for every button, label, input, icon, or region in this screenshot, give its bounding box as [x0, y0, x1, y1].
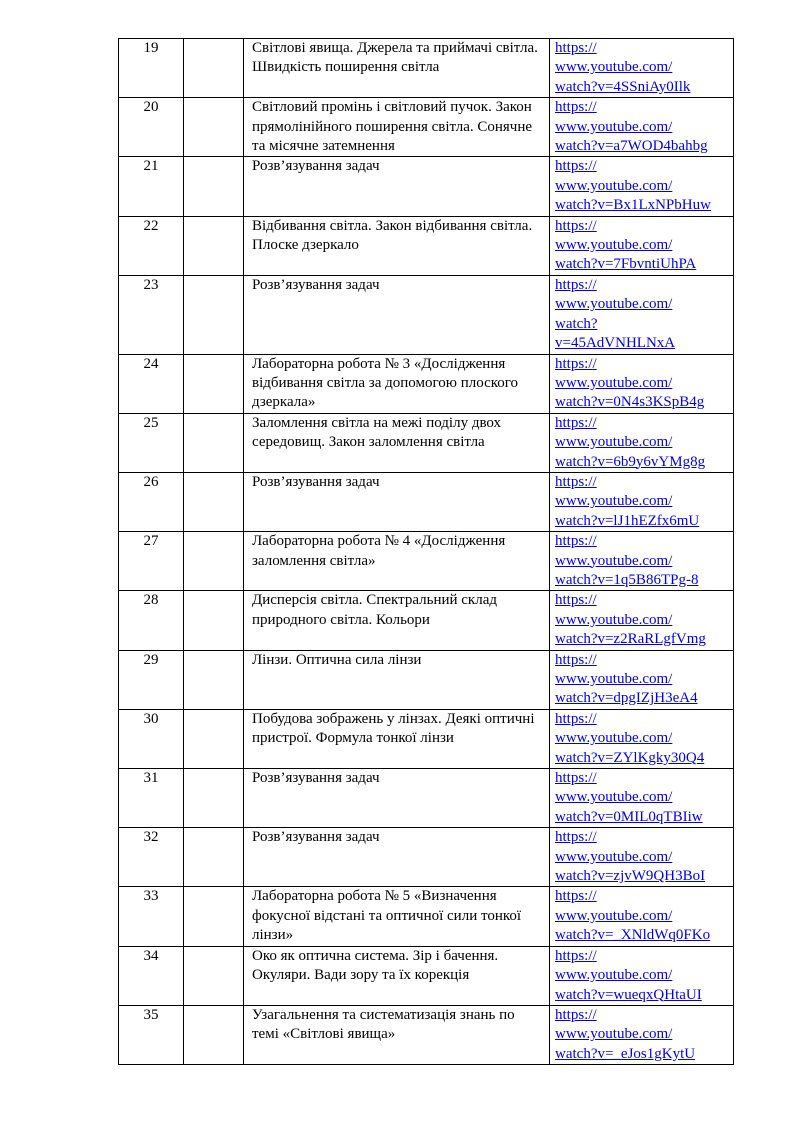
lesson-topic: Розв’язування задач: [244, 769, 550, 828]
lesson-number: 27: [119, 532, 184, 591]
table-row: [119, 828, 734, 887]
link-text-part: https://: [555, 217, 597, 234]
table-row: [119, 354, 734, 413]
lesson-link-cell: [550, 98, 734, 157]
table-row: [119, 709, 734, 768]
link-text-part: www.youtube.com/: [555, 967, 673, 984]
link-text-part: watch?v=z2RaRLgfVmg: [555, 631, 706, 648]
lesson-topic: Лабораторна робота № 3 «Дослідження відбивання світла за допомогою плоского дзеркала»: [244, 354, 550, 413]
lesson-date: [184, 354, 244, 413]
youtube-link[interactable]: [555, 532, 733, 590]
link-text-part: www.youtube.com/: [555, 118, 673, 135]
link-text-part: https://: [555, 158, 597, 175]
lesson-date: [184, 1005, 244, 1064]
youtube-link[interactable]: [555, 414, 733, 472]
link-text-part: watch?v=dpgIZjH3eA4: [555, 690, 698, 707]
lesson-date: [184, 709, 244, 768]
link-text-part: watch?v=lJ1hEZfx6mU: [555, 512, 700, 529]
lesson-number: 30: [119, 709, 184, 768]
link-text-part: www.youtube.com/: [555, 1026, 673, 1043]
lesson-link-cell: [550, 157, 734, 216]
link-text-part: www.youtube.com/: [555, 907, 673, 924]
table-row: [119, 98, 734, 157]
table-row: [119, 650, 734, 709]
link-text-part: https://: [555, 592, 597, 609]
lesson-date: [184, 591, 244, 650]
lesson-topic: Світлові явища. Джерела та приймачі світла. Швидкість поширення світла: [244, 39, 550, 98]
lessons-table: [118, 38, 734, 1065]
link-text-part: watch?v=a7WOD4bahbg: [555, 138, 708, 155]
youtube-link[interactable]: [555, 276, 733, 354]
youtube-link[interactable]: [555, 769, 733, 827]
lesson-link-cell: [550, 946, 734, 1005]
link-text-part: www.youtube.com/: [555, 848, 673, 865]
lesson-topic: Лабораторна робота № 4 «Дослідження заломлення світла»: [244, 532, 550, 591]
link-text-part: v=45AdVNHLNxA: [555, 335, 676, 352]
lesson-number: 19: [119, 39, 184, 98]
link-text-part: https://: [555, 533, 597, 550]
link-text-part: https://: [555, 651, 597, 668]
link-text-part: https://: [555, 710, 597, 727]
youtube-link[interactable]: [555, 591, 733, 649]
lesson-number: 25: [119, 413, 184, 472]
lesson-link-cell: [550, 650, 734, 709]
lesson-topic: Розв’язування задач: [244, 472, 550, 531]
lesson-topic: Лінзи. Оптична сила лінзи: [244, 650, 550, 709]
link-text-part: watch?v=4SSniAy0Ilk: [555, 78, 691, 95]
lesson-topic: Світловий промінь і світловий пучок. Закон прямолінійного поширення світла. Сонячне та місячне затемнення: [244, 98, 550, 157]
lesson-number: 32: [119, 828, 184, 887]
lesson-topic: Лабораторна робота № 5 «Визначення фокусної відстані та оптичної сили тонкої лінзи»: [244, 887, 550, 946]
youtube-link[interactable]: [555, 710, 733, 768]
link-text-part: watch?v=zjvW9QH3BoI: [555, 868, 706, 885]
link-text-part: www.youtube.com/: [555, 434, 673, 451]
lesson-date: [184, 157, 244, 216]
lesson-date: [184, 98, 244, 157]
youtube-link[interactable]: [555, 651, 733, 709]
lesson-number: 20: [119, 98, 184, 157]
table-row: [119, 946, 734, 1005]
link-text-part: www.youtube.com/: [555, 493, 673, 510]
youtube-link[interactable]: [555, 1006, 733, 1064]
youtube-link[interactable]: [555, 217, 733, 275]
lesson-topic: Заломлення світла на межі поділу двох середовищ. Закон заломлення світла: [244, 413, 550, 472]
table-row: [119, 39, 734, 98]
table-row: [119, 413, 734, 472]
lesson-topic: Око як оптична система. Зір і бачення. Окуляри. Вади зору та їх корекція: [244, 946, 550, 1005]
link-text-part: https://: [555, 276, 597, 293]
youtube-link[interactable]: [555, 355, 733, 413]
link-text-part: www.youtube.com/: [555, 296, 673, 313]
lesson-number: 26: [119, 472, 184, 531]
link-text-part: www.youtube.com/: [555, 789, 673, 806]
lesson-topic: Дисперсія світла. Спектральний склад природного світла. Кольори: [244, 591, 550, 650]
lesson-topic: Відбивання світла. Закон відбивання світла. Плоске дзеркало: [244, 216, 550, 275]
link-text-part: www.youtube.com/: [555, 177, 673, 194]
youtube-link[interactable]: [555, 828, 733, 886]
link-text-part: watch?v=7FbvntiUhPA: [555, 256, 697, 273]
table-row: [119, 216, 734, 275]
lesson-date: [184, 275, 244, 354]
link-text-part: watch?v=Bx1LxNPbHuw: [555, 197, 711, 214]
link-text-part: watch?v=ZYlKgky30Q4: [555, 749, 705, 766]
lesson-number: 29: [119, 650, 184, 709]
lesson-link-cell: [550, 216, 734, 275]
lesson-number: 34: [119, 946, 184, 1005]
lesson-number: 35: [119, 1005, 184, 1064]
table-row: [119, 275, 734, 354]
lesson-link-cell: [550, 769, 734, 828]
lesson-date: [184, 946, 244, 1005]
lesson-number: 31: [119, 769, 184, 828]
link-text-part: https://: [555, 355, 597, 372]
lesson-topic: Узагальнення та систематизація знань по темі «Світлові явища»: [244, 1005, 550, 1064]
lesson-link-cell: [550, 709, 734, 768]
link-text-part: https://: [555, 829, 597, 846]
link-text-part: https://: [555, 99, 597, 116]
lesson-topic: Розв’язування задач: [244, 157, 550, 216]
link-text-part: https://: [555, 414, 597, 431]
lesson-date: [184, 650, 244, 709]
lesson-link-cell: [550, 1005, 734, 1064]
link-text-part: https://: [555, 473, 597, 490]
lesson-link-cell: [550, 828, 734, 887]
lesson-link-cell: [550, 472, 734, 531]
lesson-topic: Розв’язування задач: [244, 828, 550, 887]
link-text-part: watch?: [555, 315, 598, 332]
link-text-part: watch?v=6b9y6vYMg8g: [555, 453, 706, 470]
lesson-link-cell: [550, 354, 734, 413]
table-row: [119, 472, 734, 531]
lessons-table-body: [119, 39, 734, 1065]
link-text-part: watch?v=_XNldWq0FKo: [555, 927, 711, 944]
lesson-topic: Побудова зображень у лінзах. Деякі оптичні пристрої. Формула тонкої лінзи: [244, 709, 550, 768]
lesson-link-cell: [550, 887, 734, 946]
lesson-link-cell: [550, 275, 734, 354]
lesson-link-cell: [550, 39, 734, 98]
lesson-link-cell: [550, 591, 734, 650]
youtube-link[interactable]: [555, 887, 733, 945]
lesson-date: [184, 472, 244, 531]
link-text-part: www.youtube.com/: [555, 374, 673, 391]
lesson-date: [184, 887, 244, 946]
lesson-date: [184, 413, 244, 472]
link-text-part: https://: [555, 1006, 597, 1023]
lesson-link-cell: [550, 413, 734, 472]
link-text-part: watch?v=_eJos1gKytU: [555, 1045, 696, 1062]
table-row: [119, 769, 734, 828]
link-text-part: https://: [555, 40, 597, 56]
link-text-part: watch?v=0MIL0qTBIiw: [555, 808, 703, 825]
link-text-part: www.youtube.com/: [555, 671, 673, 687]
link-text-part: watch?v=1q5B86TPg-8: [555, 571, 699, 588]
youtube-link[interactable]: [555, 39, 733, 97]
youtube-link[interactable]: [555, 157, 733, 215]
table-row: [119, 532, 734, 591]
lesson-number: 21: [119, 157, 184, 216]
table-row: [119, 1005, 734, 1064]
lesson-number: 24: [119, 354, 184, 413]
link-text-part: www.youtube.com/: [555, 611, 673, 628]
link-text-part: www.youtube.com/: [555, 237, 673, 254]
lesson-number: 28: [119, 591, 184, 650]
lesson-date: [184, 828, 244, 887]
lesson-date: [184, 769, 244, 828]
lesson-number: 22: [119, 216, 184, 275]
lesson-date: [184, 216, 244, 275]
lesson-date: [184, 532, 244, 591]
lesson-link-cell: [550, 532, 734, 591]
link-text-part: https://: [555, 947, 597, 964]
link-text-part: www.youtube.com/: [555, 59, 673, 76]
youtube-link[interactable]: [555, 98, 733, 156]
lesson-number: 33: [119, 887, 184, 946]
youtube-link[interactable]: [555, 947, 733, 1005]
table-row: [119, 887, 734, 946]
lesson-topic: Розв’язування задач: [244, 275, 550, 354]
link-text-part: watch?v=wueqxQHtaUI: [555, 986, 702, 1003]
link-text-part: https://: [555, 888, 597, 905]
link-text-part: https://: [555, 770, 597, 787]
lesson-date: [184, 39, 244, 98]
link-text-part: www.youtube.com/: [555, 730, 673, 747]
link-text-part: watch?v=0N4s3KSpB4g: [555, 394, 705, 411]
lesson-number: 23: [119, 275, 184, 354]
table-row: [119, 591, 734, 650]
table-row: [119, 157, 734, 216]
link-text-part: www.youtube.com/: [555, 552, 673, 569]
youtube-link[interactable]: [555, 473, 733, 531]
